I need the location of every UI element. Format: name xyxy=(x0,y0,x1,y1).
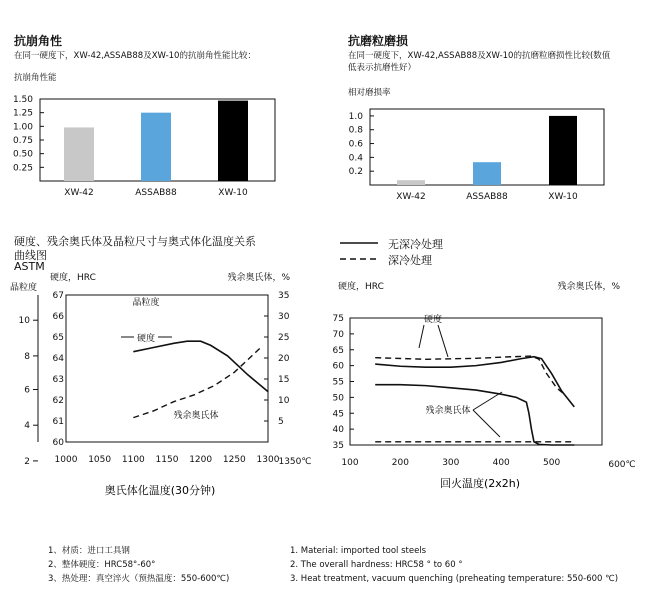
section-title-abrasion: 抗磨粒磨损 xyxy=(348,34,409,48)
annotation-hardness-leader-1 xyxy=(419,325,424,348)
grain-tick-label: 4 xyxy=(24,421,30,432)
y-tick-label: 50 xyxy=(332,393,344,404)
x-category-label: XW-10 xyxy=(548,192,578,202)
hrc-tick-label: 67 xyxy=(52,291,64,301)
y-tick-label: 40 xyxy=(332,425,344,436)
legend-dashed-label: 深冷处理 xyxy=(388,254,432,267)
y-tick-label: 0.75 xyxy=(12,136,33,146)
ra-tick-label: 30 xyxy=(278,312,290,322)
series-cryo-hardness xyxy=(375,356,564,394)
annotation-grain: 晶粒度 xyxy=(132,298,160,308)
ra-tick-label: 15 xyxy=(278,375,290,385)
annotation-retained-leader-1 xyxy=(473,392,502,410)
annotation-retained: 残余奥氏体 xyxy=(425,406,471,416)
y-axis-label-retained: 残余奥氏体，% xyxy=(227,273,290,283)
annotation-hardness-leader-2 xyxy=(438,325,448,357)
annotation-hardness: 硬度 xyxy=(136,334,156,344)
x-tick-label: 1050 xyxy=(88,455,112,465)
grain-tick-label: 6 xyxy=(24,385,30,396)
note-cn-1: 1、材质：进口工具钢 xyxy=(48,546,130,556)
chart-chipping-resistance xyxy=(0,85,300,215)
chart-label-chipping: 抗崩角性能 xyxy=(14,73,57,83)
astm-label: ASTM xyxy=(14,260,45,273)
section-desc-abrasion-2: 低表示抗磨性好） xyxy=(348,63,417,73)
y-tick-label: 35 xyxy=(332,441,344,451)
x-tick-label: 1250 xyxy=(222,455,246,465)
x-category-label: XW-42 xyxy=(396,192,426,202)
y-tick-label: 0.6 xyxy=(348,139,363,150)
hrc-tick-label: 66 xyxy=(52,312,64,322)
y-tick-label: 1.50 xyxy=(12,95,33,105)
bar-assab88 xyxy=(473,162,501,185)
y-tick-label: 0.25 xyxy=(12,163,33,174)
bar-xw-10 xyxy=(549,116,577,185)
note-en-2: 2. The overall hardness: HRC58 ° to 60 ° xyxy=(290,560,463,570)
y-tick-label: 0.2 xyxy=(348,167,363,178)
ra-tick-label: 10 xyxy=(278,396,290,406)
x-category-label: XW-10 xyxy=(218,188,248,198)
plot-frame xyxy=(350,318,602,445)
chart-label-abrasion: 相对磨损率 xyxy=(348,88,391,98)
series-retained-austenite xyxy=(133,347,261,418)
y-tick-label: 45 xyxy=(332,409,344,420)
chart-tempering xyxy=(320,265,662,505)
annotation-hardness: 硬度 xyxy=(423,315,443,325)
x-tick-label: 1150 xyxy=(155,455,179,465)
x-axis-label: 奥氏体化温度(30分钟) xyxy=(104,484,216,497)
note-en-1: 1. Material: imported tool steels xyxy=(290,546,427,556)
grain-tick-label: 2 xyxy=(24,456,30,467)
x-tick-label: 400 xyxy=(492,458,510,468)
x-unit-label: 600℃ xyxy=(608,460,636,470)
hrc-tick-label: 61 xyxy=(52,417,64,427)
x-tick-label: 1000 xyxy=(54,455,78,465)
y-axis-label-hardness: 硬度，HRC xyxy=(50,273,96,283)
y-axis-label-grain: 晶粒度 xyxy=(10,283,38,293)
x-category-label: XW-42 xyxy=(64,188,94,198)
section-title-austenitizing-2: 曲线图 xyxy=(14,249,47,262)
section-desc-chipping: 在同一硬度下，XW-42,ASSAB88及XW-10的抗崩角性能比较： xyxy=(14,51,256,61)
x-axis-label: 回火温度(2x2h) xyxy=(439,477,521,490)
bar-assab88 xyxy=(141,113,171,181)
x-unit-label: 1350℃ xyxy=(278,457,312,467)
chart-abrasion-wear xyxy=(330,95,630,215)
y-tick-label: 1.00 xyxy=(12,122,33,133)
y-tick-label: 60 xyxy=(332,361,344,372)
hrc-tick-label: 65 xyxy=(52,333,64,343)
x-tick-label: 500 xyxy=(543,458,561,468)
y-tick-label: 0.50 xyxy=(12,149,33,160)
x-tick-label: 200 xyxy=(391,458,409,468)
x-tick-label: 1100 xyxy=(121,455,145,465)
x-category-label: ASSAB88 xyxy=(135,188,177,198)
section-title-austenitizing: 硬度、残余奥氏体及晶粒尺寸与奥式体化温度关系 xyxy=(14,235,256,248)
hrc-tick-label: 63 xyxy=(52,375,64,385)
annotation-retained: 残余奥氏体 xyxy=(173,411,219,421)
grain-tick-label: 10 xyxy=(18,316,30,327)
x-tick-label: 300 xyxy=(442,458,460,468)
bar-xw-42 xyxy=(397,180,425,185)
y-tick-label: 0.4 xyxy=(348,153,363,164)
y-axis-label-retained: 残余奥氏体，% xyxy=(557,282,620,292)
bar-xw-10 xyxy=(218,101,248,181)
y-tick-label: 70 xyxy=(332,329,344,340)
ra-tick-label: 5 xyxy=(278,417,284,427)
y-axis-label-hardness: 硬度，HRC xyxy=(338,282,384,292)
ra-tick-label: 35 xyxy=(278,291,290,301)
grain-tick-label: 8 xyxy=(24,351,30,362)
y-tick-label: 65 xyxy=(332,345,344,356)
series-hardness xyxy=(133,341,268,391)
section-desc-abrasion-1: 在同一硬度下，XW-42,ASSAB88及XW-10的抗磨粒磨损性比较(数值 xyxy=(348,51,611,61)
y-tick-label: 1.0 xyxy=(348,111,363,122)
x-category-label: ASSAB88 xyxy=(466,192,508,202)
ra-tick-label: 20 xyxy=(278,354,290,364)
series-no-cryo-retained xyxy=(375,385,574,445)
note-en-3: 3. Heat treatment, vacuum quenching (preheating temperature: 550-600 ℃) xyxy=(290,574,619,584)
section-title-chipping: 抗崩角性 xyxy=(14,34,63,48)
annotation-retained-leader-2 xyxy=(473,410,500,437)
x-tick-label: 1300 xyxy=(256,455,280,465)
chart-austenitizing xyxy=(0,265,320,505)
legend-solid-label: 无深冷处理 xyxy=(388,238,443,251)
note-cn-3: 3、热处理：真空淬火（预热温度：550-600℃) xyxy=(48,574,230,584)
hrc-tick-label: 60 xyxy=(52,438,64,448)
note-cn-2: 2、整体硬度：HRC58°-60° xyxy=(48,560,156,570)
y-tick-label: 1.25 xyxy=(12,108,33,119)
y-tick-label: 75 xyxy=(332,314,344,324)
x-tick-label: 100 xyxy=(341,458,359,468)
x-tick-label: 1200 xyxy=(189,455,213,465)
y-tick-label: 55 xyxy=(332,377,344,388)
y-tick-label: 0.8 xyxy=(348,125,363,136)
hrc-tick-label: 62 xyxy=(52,396,64,406)
series-no-cryo-hardness xyxy=(375,357,574,407)
bar-xw-42 xyxy=(64,127,94,181)
ra-tick-label: 25 xyxy=(278,333,290,343)
hrc-tick-label: 64 xyxy=(52,354,64,364)
plot-frame xyxy=(66,295,268,442)
